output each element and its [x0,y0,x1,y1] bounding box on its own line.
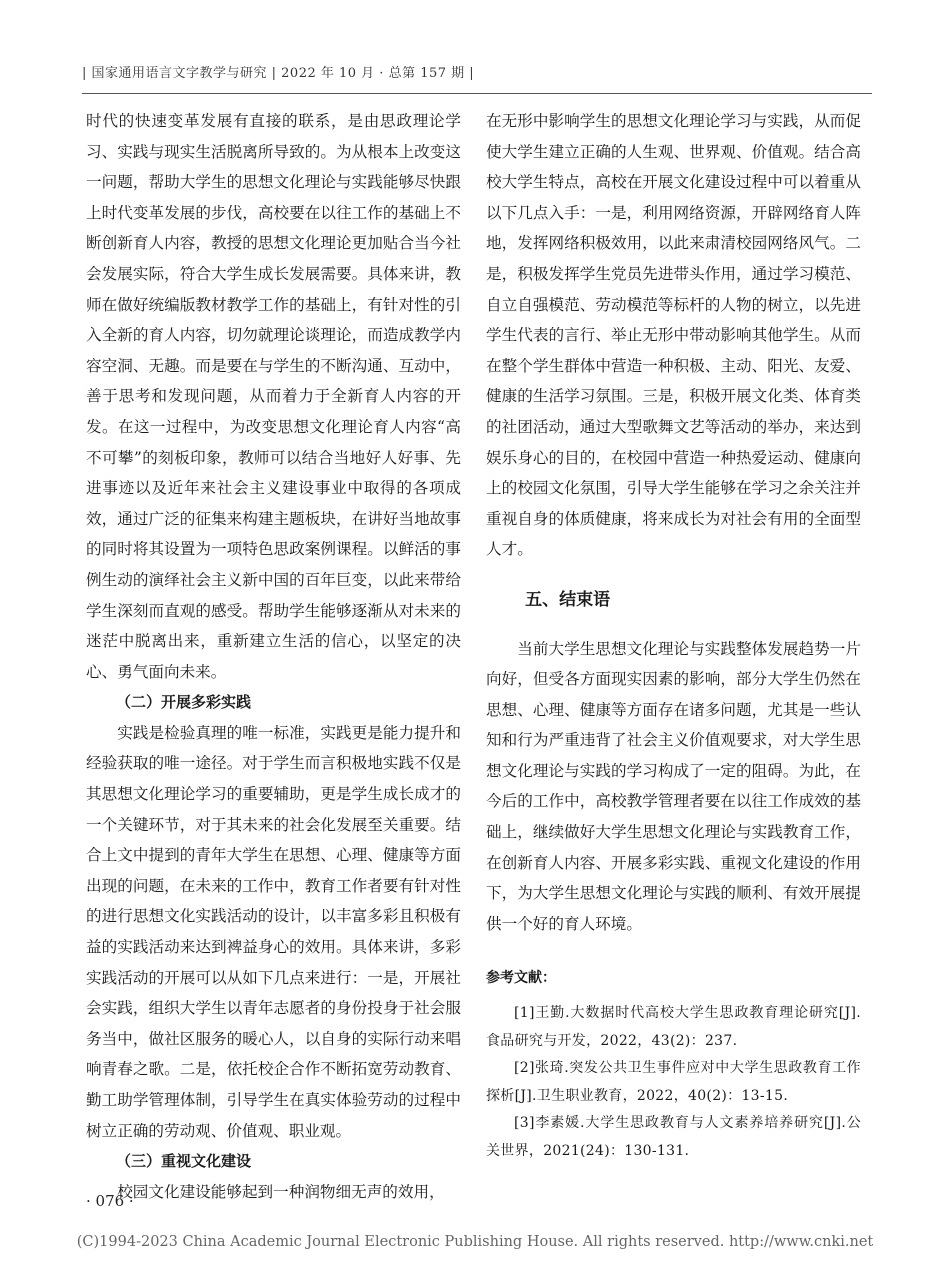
right-column [486,106,861,1165]
section-heading: 五、结束语 [525,589,611,610]
running-header: | 国家通用语言文字教学与研究 | 2022 年 10 月 · 总第 157 期 | [82,66,475,81]
body-paragraph: 实践是检验真理的唯一标准，实践更是能力提升和经验获取的唯一途径。对于学生而言积极地实践不仅是其思想文化理论学习的重要辅助，更是学生成长成才的一个关键环节，对于其未来的社会化发展至关重要。结合上文中提到的青年大学生在思想、心理、健康等方面出现的问题，在未来的工作中，教育工作者要有针对性的进行思想文化实践活动的设计，以丰富多彩且积极有益的实践活动来达到裨益身心的效用。具体来讲，多彩实践活动的开展可以从如下几点来进行：一是，开展社会实践，组织大学生以青年志愿者的身份投身于社会服务当中，做社区服务的暖心人，以自身的实际行动来唱响青春之歌。二是，依托校企合作不断拓宽劳动教育、勤工助学管理体制，引导学生在真实体验劳动的过程中树立正确的劳动观、价值观、职业观。 [86,723,461,1140]
reference-item: [1]王勤.大数据时代高校大学生思政教育理论研究[J].食品研究与开发，2022，43(2)：237. [486,1005,861,1049]
body-paragraph: 时代的快速变革发展有直接的联系，是由思政理论学习、实践与现实生活脱离所导致的。为从根本上改变这一问题，帮助大学生的思想文化理论与实践能够尽快跟上时代变革发展的步伐，高校要在以往工作的基础上不断创新育人内容，教授的思想文化理论更加贴合当今社会发展实际，符合大学生成长发展需要。具体来讲，教师在做好统编版教材教学工作的基础上，有针对性的引入全新的育人内容，切勿就理论谈理论，而造成教学内容空洞、无趣。而是要在与学生的不断沟通、互动中，善于思考和发现问题，从而着力于全新育人内容的开发。在这一过程中，为改变思想文化理论育人内容“高不可攀”的刻板印象，教师可以结合当地好人好事、先进事迹以及近年来社会主义建设事业中取得的各项成效，通过广泛的征集来构建主题板块，在讲好当地故事的同时将其设置为一项特色思政案例课程。以鲜活的事例生动的演绎社会主义新中国的百年巨变，以此来带给学生深刻而直观的感受。帮助学生能够逐渐从对未来的迷茫中脱离出来，重新建立生活的信心，以坚定的决心、勇气面向未来。 [86,112,461,681]
page-number: · 076 · [86,1192,134,1210]
reference-item: [2]张琦.突发公共卫生事件应对中大学生思政教育工作探析[J].卫生职业教育，2022，40(2)：13-15. [486,1060,861,1104]
body-paragraph: 当前大学生思想文化理论与实践整体发展趋势一片向好，但受各方面现实因素的影响，部分大学生仍然在思想、心理、健康等方面存在诸多问题，尤其是一些认知和行为严重违背了社会主义价值观要求，对大学生思想文化理论与实践的学习构成了一定的阻碍。为此，在今后的工作中，高校教学管理者要在以往工作成效的基础上，继续做好大学生思想文化理论与实践教育工作，在创新育人内容、开展多彩实践、重视文化建设的作用下，为大学生思想文化理论与实践的顺利、有效开展提供一个好的育人环境。 [486,639,861,933]
subsection-heading: （三）重视文化建设 [116,1152,252,1171]
reference-item: [3]李素媛.大学生思政教育与人文素养培养研究[J].公关世界，2021(24)：130-131. [486,1115,861,1159]
body-paragraph: 校园文化建设能够起到一种润物细无声的效用， [117,1182,445,1201]
references-title: 参考文献： [486,970,556,987]
body-paragraph: 在无形中影响学生的思想文化理论学习与实践，从而促使大学生建立正确的人生观、世界观、价值观。结合高校大学生特点，高校在开展文化建设过程中可以着重从以下几点入手：一是，利用网络资源，开辟网络育人阵地，发挥网络积极效用，以此来肃清校园网络风气。二是，积极发挥学生党员先进带头作用，通过学习模范、自立自强模范、劳动模范等标杆的人物的树立，以先进学生代表的言行、举止无形中带动影响其他学生。从而在整个学生群体中营造一种积极、主动、阳光、友爱、健康的生活学习氛围。三是，积极开展文化类、体育类的社团活动，通过大型歌舞文艺等活动的举办，来达到娱乐身心的目的，在校园中营造一种热爱运动、健康向上的校园文化氛围，引导大学生能够在学习之余关注并重视自身的体质健康，将来成长为对社会有用的全面型人才。 [486,112,861,559]
subsection-heading: （二）开展多彩实践 [116,693,252,712]
header-divider [82,93,872,94]
copyright-footer: (C)1994-2023 China Academic Journal Electronic Publishing House. All rights reserved. http://www.cnki.net [76,1234,874,1250]
left-column [86,106,461,1207]
